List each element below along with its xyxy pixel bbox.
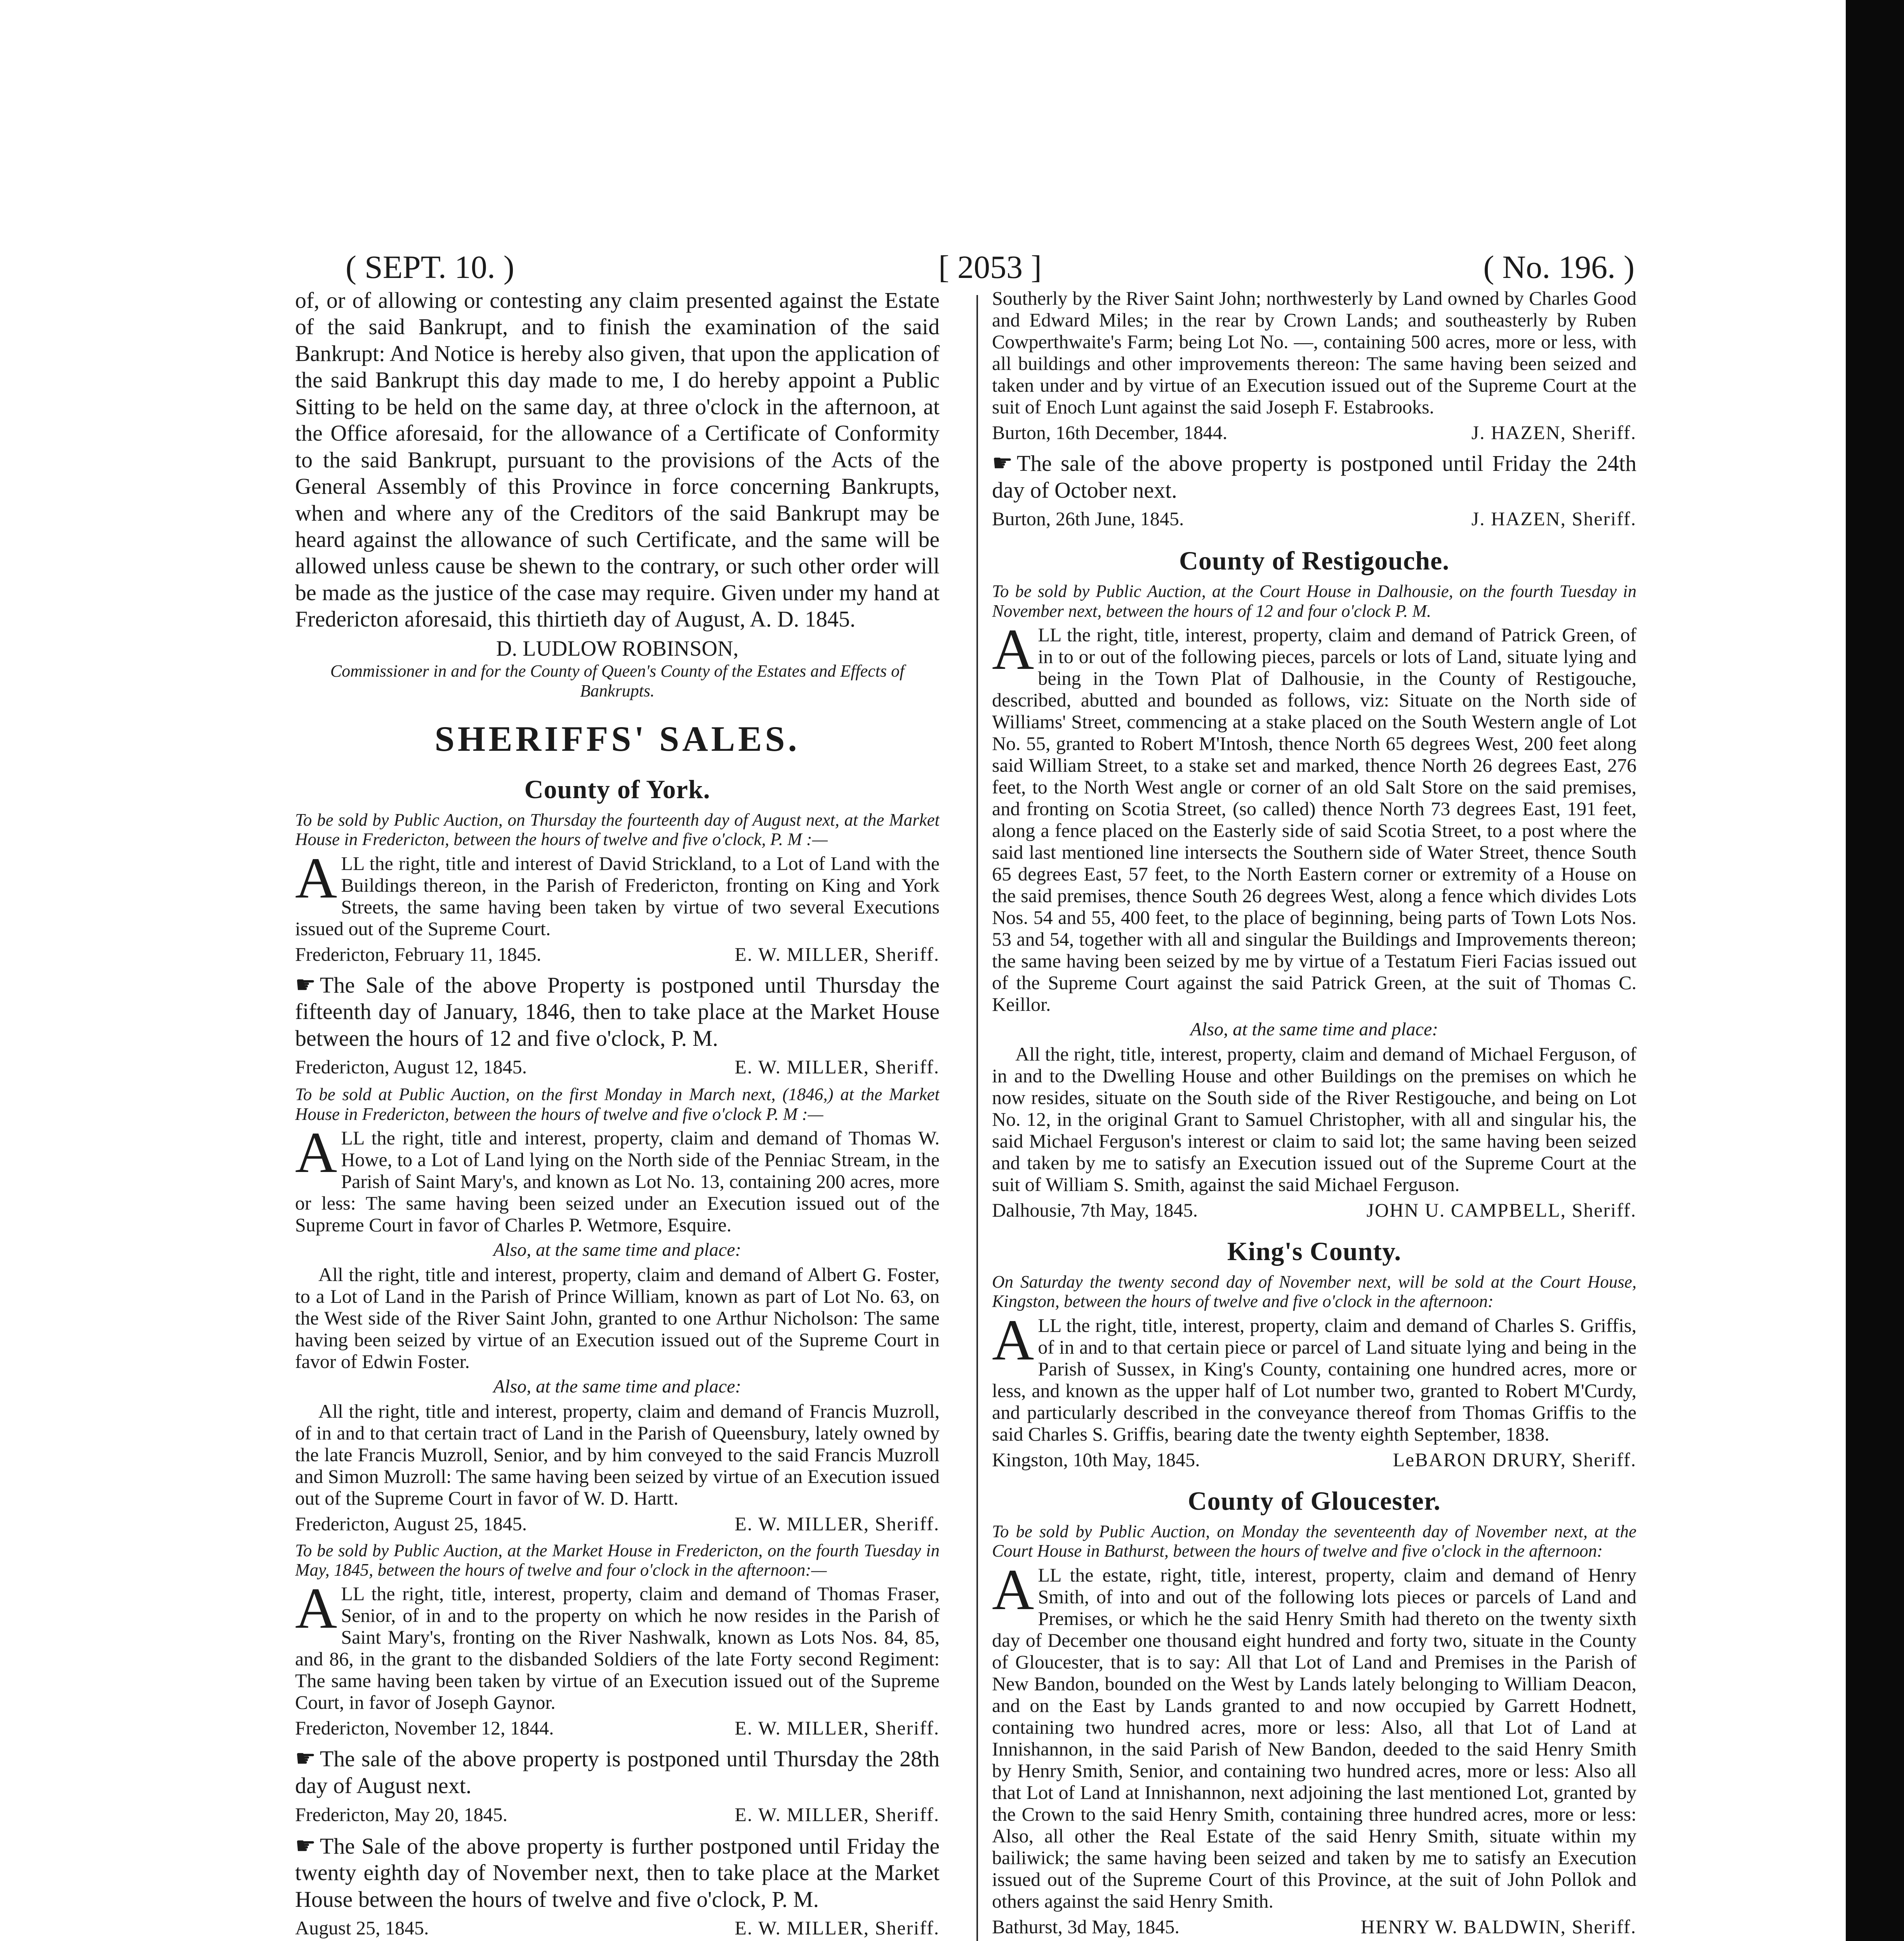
- header-page-number: [ 2053 ]: [938, 249, 1042, 285]
- postponement-text: The sale of the above property is postponed until Friday the 24th day of October next.: [992, 451, 1636, 503]
- york-sale3-postponement1: [295, 1745, 940, 1799]
- restigouche-sale-body2: All the right, title, interest, property, claim and demand of Michael Ferguson, of in and to the Dwelling House and other Buildings on the premises on which he now resides, situate on the South side of the River Restigouche, and being on Lot No. 12, in the original Grant to Samuel Christopher, with all and singular his, the said Michael Ferguson's interest or claim to said lot; the same having been seized and taken by me to satisfy an Execution issued out of the Supreme Court at the suit of William S. Smith, against the said Michael Ferguson.: [992, 1043, 1636, 1195]
- kings-sale-body: ALL the right, title, interest, property, claim and demand of Charles S. Griffis, of in and to that certain piece or parcel of Land situate lying and being in the Parish of Sussex, in King's County, containing one hundred acres, more or less, and known as the upper half of Lot number two, granted to Robert M'Curdy, and particularly described in the conveyance thereof from Thomas Griffis to the said Charles S. Griffis, bearing date the twenty eighth September, 1838.: [992, 1307, 1636, 1445]
- york-sale1-post-dateline: [295, 1056, 940, 1078]
- dateline-place: Kingston, 10th May, 1845.: [992, 1448, 1200, 1471]
- sheriff-signature: J. HAZEN, Sheriff.: [1471, 508, 1636, 530]
- york-sale2-intro: To be sold at Public Auction, on the first Monday in March next, (1846,) at the Market House in Fredericton, between the hours of twelve and five o'clock P. M :—: [295, 1085, 940, 1124]
- restigouche-sale-body: ALL the right, title, interest, property, claim and demand of Patrick Green, of in to or out of the following pieces, parcels or lots of Land, situate lying and being in the Town Plat of Dalhousie, in the County of Restigouche, described, abutted and bounded as follows, viz: Situate on the North side of Williams' Street, commencing at a stake placed on the South Western angle of Lot No. 55, granted to Robert M'Intosh, thence North 65 degrees West, 200 feet along said William Street, to a stake set and marked, thence North 26 degrees East, 276 feet, to the North West angle or corner of an old Salt Store on the said premises, and fronting on Scotia Street, (so called) thence North 73 degrees East, 191 feet, along a fence placed on the Easterly side of said Scotia Street, to a post where the said last mentioned line intersects the Southern side of Water Street, thence South 65 degrees East, 57 feet, to the North Eastern corner or extremity of a House on the said premises, thence South 26 degrees West, along a fence which divides Lots Nos. 54 and 55, 400 feet, to the place of beginning, being parts of Town Lots Nos. 53 and 54, together with all and singular the Buildings and Improvements thereon; the same having been seized by me by virtue of a Testatum Fieri Facias issued out of the Supreme Court against the said Patrick Green, at the suit of Thomas C. Keillor.: [992, 617, 1636, 1016]
- right-column: [992, 287, 1636, 1941]
- postponement-text: The sale of the above property is postponed until Thursday the 28th day of August next.: [295, 1746, 940, 1799]
- sunbury-post-dateline: [992, 507, 1636, 530]
- column-divider: [976, 295, 978, 1941]
- york-sale1-dateline: [295, 943, 940, 965]
- also-label: Also, at the same time and place:: [493, 1240, 742, 1260]
- dateline-place: Fredericton, February 11, 1845.: [295, 943, 542, 965]
- sheriff-signature: E. W. MILLER, Sheriff.: [735, 1056, 940, 1078]
- sheriff-signature: HENRY W. BALDWIN, Sheriff.: [1360, 1915, 1636, 1938]
- restigouche-sale-intro: To be sold by Public Auction, at the Court House in Dalhousie, on the fourth Tuesday in November next, between the hours of 12 and four o'clock P. M.: [992, 582, 1636, 621]
- county-kings-title: King's County.: [1227, 1236, 1402, 1266]
- bankrupt-signer-title: Commissioner in and for the County of Queen's County of the Estates and Effects of Bankrupts.: [330, 661, 905, 700]
- pointing-hand-icon: ☛: [295, 1746, 316, 1772]
- section-title: SHERIFFS' SALES.: [434, 719, 800, 759]
- left-column: [295, 287, 940, 1941]
- dateline-place: August 25, 1845.: [295, 1917, 429, 1939]
- sheriff-signature: E. W. MILLER, Sheriff.: [735, 1512, 940, 1535]
- bankrupt-notice-text: of, or of allowing or contesting any claim presented against the Estate of the said Bankrupt, and to finish the examination of the said Bankrupt: And Notice is hereby also given, that upon the application of the said Bankrupt this day made to me, I do hereby appoint a Public Sitting to be held on the same day, at three o'clock in the afternoon, at the Office aforesaid, for the allowance of a Certificate of Conformity to the said Bankrupt, pursuant to the provisions of the Acts of the General Assembly of this Province in force concerning Bankrupts, when and where any of the Creditors of the said Bankrupt may be heard against the allowance of such Certificate, and the same will be allowed unless cause be shewn to the contrary, or such other order will be made as the justice of the case may require. Given under my hand at Fredericton aforesaid, this thirtieth day of August, A. D. 1845.: [295, 288, 940, 632]
- dateline-place: Burton, 16th December, 1844.: [992, 422, 1228, 443]
- pointing-hand-icon: ☛: [295, 1833, 316, 1859]
- pointing-hand-icon: ☛: [295, 972, 316, 998]
- dateline-place: Fredericton, May 20, 1845.: [295, 1803, 508, 1825]
- york-sale3-postponement2: [295, 1832, 940, 1913]
- dateline-place: Dalhousie, 7th May, 1845.: [992, 1199, 1198, 1221]
- header-date: ( SEPT. 10. ): [346, 249, 514, 285]
- gloucester-sale-intro: To be sold by Public Auction, on Monday the seventeenth day of November next, at the Court House in Bathurst, between the hours of twelve and five o'clock in the afternoon:: [992, 1522, 1636, 1561]
- county-york-title: County of York.: [524, 774, 711, 804]
- restigouche-dateline: [992, 1199, 1636, 1221]
- postponement-text: The Sale of the above Property is postponed until Thursday the fifteenth day of January, 1846, then to take place at the Market House between the hours of 12 and five o'clock, P. M.: [295, 972, 940, 1051]
- dateline-place: Fredericton, August 12, 1845.: [295, 1056, 527, 1078]
- york-sale2-body3: All the right, title and interest, property, claim and demand of Francis Muzroll, of in and to that certain tract of Land in the Parish of Queensbury, lately owned by the late Francis Muzroll, Senior, and by him conveyed to the said Francis Muzroll and Simon Muzroll: The same having been seized by virtue of an Execution issued out of the Supreme Court in favor of W. D. Hartt.: [295, 1400, 940, 1509]
- york-sale2-body: ALL the right, title and interest, property, claim and demand of Thomas W. Howe, to a Lot of Land lying on the North side of the Penniac Stream, in the Parish of Saint Mary's, and known as Lot No. 13, containing 200 acres, more or less: The same having been seized under an Execution issued out of the Supreme Court in favor of Charles P. Wetmore, Esquire.: [295, 1120, 940, 1236]
- sunbury-postponement: [992, 450, 1636, 503]
- bankrupt-signer: D. LUDLOW ROBINSON,: [496, 636, 739, 661]
- also-label: Also, at the same time and place:: [1190, 1019, 1438, 1040]
- york-sale1-postponement: [295, 971, 940, 1052]
- sheriff-signature: E. W. MILLER, Sheriff.: [735, 1717, 940, 1739]
- dateline-place: Burton, 26th June, 1845.: [992, 508, 1184, 530]
- county-restigouche-title: County of Restigouche.: [1179, 546, 1450, 576]
- header-issue-number: ( No. 196. ): [1483, 249, 1635, 285]
- dateline-place: Fredericton, August 25, 1845.: [295, 1512, 527, 1535]
- county-gloucester-title: County of Gloucester.: [1188, 1486, 1441, 1516]
- sunbury-sale-continued: Southerly by the River Saint John; northwesterly by Land owned by Charles Good and Edward Miles; in the rear by Crown Lands; and southeasterly by Ruben Cowperthwaite's Farm; being Lot No. —, containing 500 acres, more or less, with all buildings and other improvements thereon: The same having been seized and taken under and by virtue of an Execution issued out of the Supreme Court at the suit of Enoch Lunt against the said Joseph F. Estabrooks.: [992, 287, 1636, 418]
- york-sale3-dateline: [295, 1717, 940, 1739]
- york-sale3-intro: To be sold by Public Auction, at the Market House in Fredericton, on the fourth Tuesday in May, 1845, between the hours of twelve and four o'clock in the afternoon:—: [295, 1540, 940, 1580]
- postponement-text: The Sale of the above property is further postponed until Friday the twenty eighth day of November next, then to take place at the Market House between the hours of twelve and five o'clock, P. M.: [295, 1833, 940, 1912]
- york-sale1-intro: To be sold by Public Auction, on Thursday the fourteenth day of August next, at the Market House in Fredericton, between the hours of twelve and five o'clock, P. M :—: [295, 810, 940, 849]
- sheriff-signature: E. W. MILLER, Sheriff.: [735, 1803, 940, 1825]
- also-label: Also, at the same time and place:: [493, 1376, 742, 1397]
- sheriff-signature: JOHN U. CAMPBELL, Sheriff.: [1366, 1199, 1636, 1221]
- bankrupt-signature: [295, 637, 940, 701]
- sheriff-signature: E. W. MILLER, Sheriff.: [735, 943, 940, 965]
- sheriff-signature: E. W. MILLER, Sheriff.: [735, 1917, 940, 1939]
- york-sale3-post1-dateline: [295, 1803, 940, 1826]
- york-sale3-body: ALL the right, title, interest, property, claim and demand of Thomas Fraser, Senior, of in and to the property on which he now resides in the Parish of Saint Mary's, fronting on the River Nashwalk, known as Lots Nos. 84, 85, and 86, in the grant to the disbanded Soldiers of the late Forty second Regiment: The same having been taken by virtue of an Execution issued out of the Supreme Court, in favor of Joseph Gaynor.: [295, 1576, 940, 1714]
- york-sale2-body2: All the right, title and interest, property, claim and demand of Albert G. Foster, to a Lot of Land in the Parish of Prince William, known as part of Lot No. 63, on the West side of the River Saint John, granted to one Arthur Nicholson: The same having been seized by virtue of an Execution issued out of the Supreme Court in favor of Edwin Foster.: [295, 1263, 940, 1372]
- kings-dateline: [992, 1449, 1636, 1471]
- york-sale1-body: ALL the right, title and interest of David Strickland, to a Lot of Land with the Buildings thereon, in the Parish of Fredericton, fronting on King and York Streets, the same having been taken by virtue of two several Executions issued out of the Supreme Court.: [295, 845, 940, 939]
- sheriff-signature: J. HAZEN, Sheriff.: [1471, 422, 1636, 443]
- sunbury-dateline: [992, 422, 1636, 443]
- dateline-place: Fredericton, November 12, 1844.: [295, 1717, 554, 1739]
- kings-sale-intro: On Saturday the twenty second day of November next, will be sold at the Court House, Kingston, between the hours of twelve and five o'clock in the afternoon:: [992, 1272, 1636, 1311]
- gloucester-sale-body: ALL the estate, right, title, interest, property, claim and demand of Henry Smith, of into and out of the following lots pieces or parcels of Land and Premises, or which he the said Henry Smith had thereto on the twenty sixth day of December one thousand eight hundred and forty two, situate in the County of Gloucester, that is to say: All that Lot of Land and Premises in the Parish of New Bandon, bounded on the West by Lands lately belonging to William Deacon, and on the East by Lands granted to and now occupied by Garrett Hodnett, containing two hundred acres, more or less: Also, all that Lot of Land at Innishannon, in the said Parish of New Bandon, deeded to the said Henry Smith by Henry Smith, Senior, and containing two hundred acres, more or less: Also all that Lot of Land at Innishannon, next adjoining the last mentioned Lot, granted by the Crown to the said Henry Smith, containing three hundred acres, more or less: Also, all other the Real Estate of the said Henry Smith, situate within my bailiwick; the same having been seized and taken by me to satisfy an Execution issued out of the Supreme Court of this Province, at the suit of John Pollok and others against the said Henry Smith.: [992, 1557, 1636, 1912]
- scan-border: [1846, 0, 1904, 1941]
- york-sale2-dateline: [295, 1513, 940, 1535]
- dateline-place: Bathurst, 3d May, 1845.: [992, 1915, 1180, 1938]
- pointing-hand-icon: ☛: [992, 450, 1013, 476]
- york-sale3-post2-dateline: [295, 1917, 940, 1939]
- sheriff-signature: LeBARON DRURY, Sheriff.: [1393, 1448, 1636, 1471]
- gloucester-dateline: [992, 1916, 1636, 1938]
